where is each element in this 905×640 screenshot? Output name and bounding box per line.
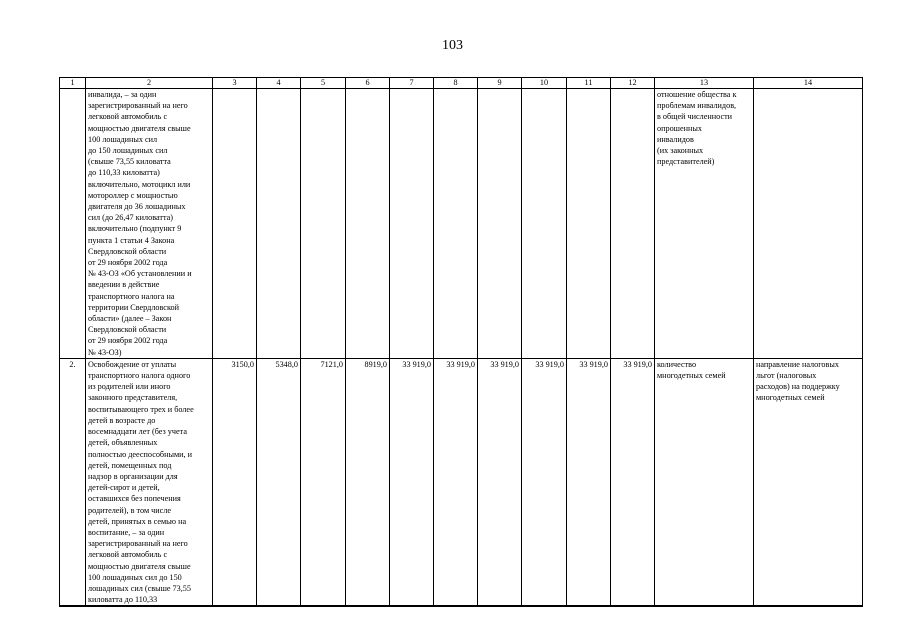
table-row [60, 89, 863, 359]
column-header: 11 [567, 78, 611, 89]
value-cell [611, 89, 655, 359]
value-cell [301, 89, 346, 359]
benefit-description-cell: инвалида, – за один зарегистрированный на него легковой автомобиль с мощностью двигателя свыше 100 лошадиных сил до 150 лошадиных сил (свыше 73,55 киловатта до 110,33 киловатта) включительно, мотоцикл или мотороллер с мощностью двигателя до 36 лошадиных сил (до 26,47 киловатта) включительно (подпункт 9 пункта 1 статьи 4 Закона Свердловской области от 29 ноября 2002 года № 43-ОЗ «Об установлении и введении в действие транспортного налога на территории Свердловской области» (далее – Закон Свердловской области от 29 ноября 2002 года № 43-ОЗ) [86, 89, 213, 359]
value-cell [522, 89, 567, 359]
column-header: 13 [655, 78, 754, 89]
value-cell: 33 919,0 [522, 358, 567, 606]
benefit-description-cell: Освобождение от уплаты транспортного налога одного из родителей или иного законного представителя, воспитывающего трех и более детей в возрасте до восемнадцати лет (без учета детей, объявленных полностью дееспособными, и детей, помещенных под надзор в организации для детей-сирот и детей, оставшихся без попечения родителей), в том числе детей, принятых в семью на воспитание, – за один зарегистрированный на него легковой автомобиль с мощностью двигателя свыше 100 лошадиных сил до 150 лошадиных сил (свыше 73,55 киловатта до 110,33 [86, 358, 213, 606]
value-cell: 3150,0 [213, 358, 257, 606]
value-cell: 33 919,0 [611, 358, 655, 606]
row-number-cell [60, 89, 86, 359]
value-cell: 33 919,0 [390, 358, 434, 606]
value-cell [567, 89, 611, 359]
column-header: 10 [522, 78, 567, 89]
data-table [59, 77, 863, 607]
value-cell: 8919,0 [346, 358, 390, 606]
purpose-cell [754, 89, 863, 359]
value-cell: 33 919,0 [478, 358, 522, 606]
column-header: 6 [346, 78, 390, 89]
indicator-cell: количество многодетных семей [655, 358, 754, 606]
column-header: 5 [301, 78, 346, 89]
column-header: 9 [478, 78, 522, 89]
column-header: 4 [257, 78, 301, 89]
value-cell: 33 919,0 [434, 358, 478, 606]
value-cell: 33 919,0 [567, 358, 611, 606]
column-header: 2 [86, 78, 213, 89]
column-header: 12 [611, 78, 655, 89]
table-header-row [60, 78, 863, 89]
column-header: 1 [60, 78, 86, 89]
value-cell [390, 89, 434, 359]
column-header: 14 [754, 78, 863, 89]
indicator-cell: отношение общества к проблемам инвалидов, в общей численности опрошенных инвалидов (их законных представителей) [655, 89, 754, 359]
purpose-cell: направление налоговых льгот (налоговых расходов) на поддержку многодетных семей [754, 358, 863, 606]
column-header: 3 [213, 78, 257, 89]
value-cell [257, 89, 301, 359]
row-number-cell: 2. [60, 358, 86, 606]
page-number: 103 [442, 38, 463, 53]
table-row [60, 358, 863, 606]
value-cell [346, 89, 390, 359]
value-cell [213, 89, 257, 359]
value-cell: 7121,0 [301, 358, 346, 606]
column-header: 7 [390, 78, 434, 89]
value-cell [434, 89, 478, 359]
value-cell: 5348,0 [257, 358, 301, 606]
column-header: 8 [434, 78, 478, 89]
value-cell [478, 89, 522, 359]
